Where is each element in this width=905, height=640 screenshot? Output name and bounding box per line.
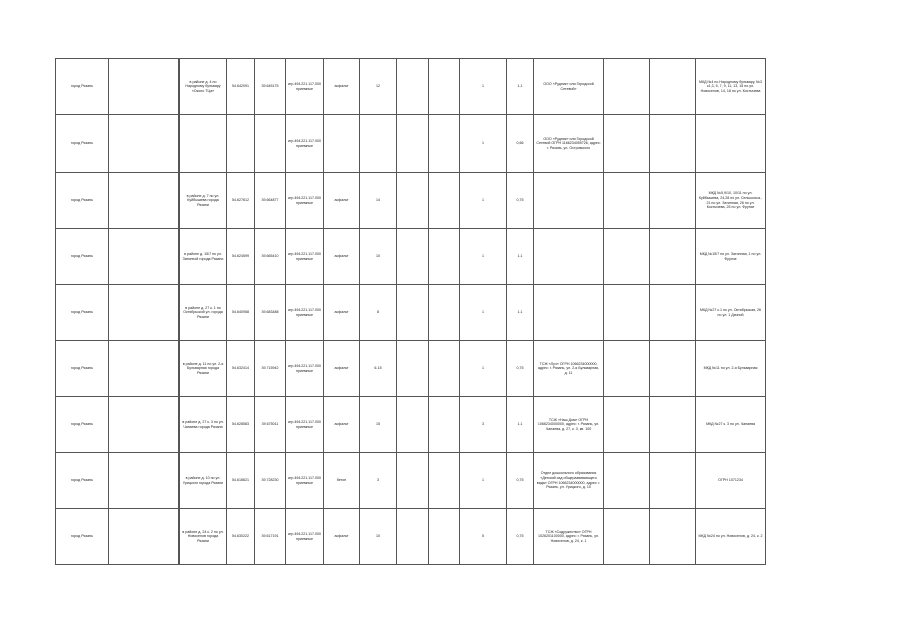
empty-cell <box>109 229 179 285</box>
lat-cell: 54.632414 <box>227 341 255 397</box>
registry-table <box>55 58 766 565</box>
area-cell <box>360 115 397 173</box>
cover-cell: асфальт <box>324 229 360 285</box>
count-cell: 1 <box>460 115 507 173</box>
n2-cell <box>429 397 460 453</box>
volume-cell: 0,66 <box>507 115 534 173</box>
lon-cell: 39.664877 <box>255 173 286 229</box>
empty-cell <box>604 397 650 453</box>
count-cell: 1 <box>460 229 507 285</box>
source-cell: МКД №4 по Народному бульвару, №3 к1,3, 5, 7, 9, 11, 13, 15 по ул. Новоселов, 14, 18 по ул. Костычева <box>696 59 766 115</box>
cover-cell: асфальт <box>324 59 360 115</box>
volume-cell: 0,75 <box>507 509 534 565</box>
lat-cell: 54.618621 <box>227 453 255 509</box>
n1-cell <box>397 173 429 229</box>
cover-cell: асфальт <box>324 285 360 341</box>
lon-cell: 39.683488 <box>255 285 286 341</box>
n2-cell <box>429 229 460 285</box>
cover-cell <box>324 115 360 173</box>
lon-cell: 39.665410 <box>255 229 286 285</box>
table-row <box>56 173 766 229</box>
empty-cell <box>604 173 650 229</box>
empty-cell <box>650 341 696 397</box>
empty-cell <box>650 453 696 509</box>
address-cell <box>180 115 227 173</box>
table-row <box>56 341 766 397</box>
table-row <box>56 229 766 285</box>
cover-cell: асфальт <box>324 397 360 453</box>
empty-cell <box>650 285 696 341</box>
city-cell: город Рязань <box>56 115 109 173</box>
volume-cell: 1,1 <box>507 59 534 115</box>
source-cell: МКД №24 по ул. Новоселов, д. 24, к. 2 <box>696 509 766 565</box>
n1-cell <box>397 229 429 285</box>
class-cell: игр.494.221.117.000 приемные <box>286 173 324 229</box>
lon-cell <box>255 115 286 173</box>
count-cell: 1 <box>460 453 507 509</box>
lon-cell: 39.715942 <box>255 341 286 397</box>
empty-cell <box>604 115 650 173</box>
city-cell: город Рязань <box>56 509 109 565</box>
empty-cell <box>604 285 650 341</box>
address-cell: в районе д. 4 по Народному бульвару «Около ТЦа» <box>180 59 227 115</box>
empty-cell <box>604 229 650 285</box>
city-cell: город Рязань <box>56 229 109 285</box>
empty-cell <box>650 59 696 115</box>
n2-cell <box>429 173 460 229</box>
class-cell: игр.494.221.117.000 приемные <box>286 397 324 453</box>
source-cell: МКД №27 к.1 по ул. Октябрьская, 26 по ул. 1 Дачной <box>696 285 766 341</box>
owner-cell: ТСЖ «Луч» ОГРН 1066234000000, адрес: г. Рязань, ул. 2-я Бульварная, д. 11 <box>534 341 604 397</box>
count-cell: 1 <box>460 173 507 229</box>
owner-cell: Отдел дошкольного образования «Детский сад общеразвивающего вида» ОГРН 1066234000000, адрес: г. Рязань, ул. Урицкого, д. 10 <box>534 453 604 509</box>
city-cell: город Рязань <box>56 285 109 341</box>
source-cell <box>696 115 766 173</box>
empty-cell <box>604 59 650 115</box>
n2-cell <box>429 341 460 397</box>
owner-cell <box>534 229 604 285</box>
empty-cell <box>650 173 696 229</box>
address-cell: в районе д. 24 к. 2 по ул. Новоселов города Рязани <box>180 509 227 565</box>
owner-cell <box>534 285 604 341</box>
lon-cell: 39.728230 <box>255 453 286 509</box>
n1-cell <box>397 285 429 341</box>
count-cell: 1 <box>460 285 507 341</box>
owner-cell: ТСЖ «Содружество» ОГРН 1026201100000, адрес: г. Рязань, ул. Новоселов, д. 24, к. 1 <box>534 509 604 565</box>
owner-cell: ООО «Рудник» или Городской Сетевой» <box>534 59 604 115</box>
empty-cell <box>109 59 179 115</box>
area-cell: 15 <box>360 397 397 453</box>
volume-cell: 1,1 <box>507 229 534 285</box>
city-cell: город Рязань <box>56 173 109 229</box>
address-cell: в районе д. 27 к. 1 по Октябрьской ул. города Рязани <box>180 285 227 341</box>
source-cell: МКД №5,9/10, 10/11 по ул. Куйбышева, 24,28 по ул. Сельскохоз., 21 по ул. Затинная, 26 по ул. Костычева, 25 по ул. Фрунзе <box>696 173 766 229</box>
empty-cell <box>109 453 179 509</box>
area-cell: 6-15 <box>360 341 397 397</box>
empty-cell <box>109 115 179 173</box>
lat-cell <box>227 115 255 173</box>
count-cell: 3 <box>460 397 507 453</box>
empty-cell <box>650 115 696 173</box>
empty-cell <box>109 341 179 397</box>
lat-cell: 54.628583 <box>227 397 255 453</box>
n2-cell <box>429 59 460 115</box>
table-row <box>56 115 766 173</box>
n2-cell <box>429 285 460 341</box>
class-cell: игр.494.221.117.000 приемные <box>286 341 324 397</box>
count-cell: 1 <box>460 59 507 115</box>
city-cell: город Рязань <box>56 59 109 115</box>
owner-cell <box>534 173 604 229</box>
address-cell: в районе д. 27 к. 3 по ул. Чапаева города Рязани <box>180 397 227 453</box>
area-cell: 3 <box>360 453 397 509</box>
lon-cell: 39.675011 <box>255 397 286 453</box>
class-cell: игр.494.221.117.000 приемные <box>286 509 324 565</box>
lat-cell: 54.624599 <box>227 229 255 285</box>
empty-cell <box>109 397 179 453</box>
class-cell: игр.494.221.117.000 приемные <box>286 115 324 173</box>
source-cell: МКД №15/7 по ул. Затинная, 1 по ул. Фрунзе <box>696 229 766 285</box>
empty-cell <box>604 509 650 565</box>
n1-cell <box>397 115 429 173</box>
count-cell: 1 <box>460 341 507 397</box>
area-cell: 8 <box>360 285 397 341</box>
city-cell: город Рязань <box>56 453 109 509</box>
n1-cell <box>397 453 429 509</box>
empty-cell <box>109 173 179 229</box>
lon-cell: 39.645175 <box>255 59 286 115</box>
table-row <box>56 59 766 115</box>
address-cell: в районе д. 10 по ул. Урицкого города Рязани <box>180 453 227 509</box>
source-cell: МКД №11 по ул. 2-я Бульварная <box>696 341 766 397</box>
class-cell: игр.494.221.117.000 приемные <box>286 59 324 115</box>
area-cell: 14 <box>360 173 397 229</box>
n2-cell <box>429 453 460 509</box>
volume-cell: 0,75 <box>507 453 534 509</box>
n2-cell <box>429 509 460 565</box>
empty-cell <box>650 509 696 565</box>
volume-cell: 1,1 <box>507 397 534 453</box>
lat-cell: 54.642091 <box>227 59 255 115</box>
empty-cell <box>604 453 650 509</box>
class-cell: игр.494.221.117.000 приемные <box>286 285 324 341</box>
volume-cell: 0,75 <box>507 173 534 229</box>
lat-cell: 54.627612 <box>227 173 255 229</box>
table-row <box>56 509 766 565</box>
owner-cell: ООО «Рудник» или Городской Сетевой ОГРН 1166234059726, адрес: г. Рязань, ул. Островского <box>534 115 604 173</box>
empty-cell <box>650 229 696 285</box>
lat-cell: 54.630222 <box>227 509 255 565</box>
cover-cell: асфальт <box>324 341 360 397</box>
empty-cell <box>604 341 650 397</box>
n2-cell <box>429 115 460 173</box>
address-cell: в районе д. 7 по ул. Куйбышева города Рязани <box>180 173 227 229</box>
empty-cell <box>109 285 179 341</box>
owner-cell: ТСЖ «Наш Дом» ОГРН 1066234000000, адрес: г. Рязань, ул. Чапаева, д. 27, к. 3, кв. 100 <box>534 397 604 453</box>
n1-cell <box>397 509 429 565</box>
count-cell: 5 <box>460 509 507 565</box>
table-row <box>56 453 766 509</box>
table-row <box>56 397 766 453</box>
source-cell: МКД №27 к. 3 по ул. Чапаева <box>696 397 766 453</box>
volume-cell: 0,75 <box>507 341 534 397</box>
n1-cell <box>397 59 429 115</box>
city-cell: город Рязань <box>56 397 109 453</box>
city-cell: город Рязань <box>56 341 109 397</box>
lat-cell: 54.640958 <box>227 285 255 341</box>
volume-cell: 1,1 <box>507 285 534 341</box>
cover-cell: бетон <box>324 453 360 509</box>
address-cell: в районе д. 15/7 по ул. Затинной города Рязани <box>180 229 227 285</box>
n1-cell <box>397 341 429 397</box>
area-cell: 10 <box>360 509 397 565</box>
empty-cell <box>650 397 696 453</box>
area-cell: 12 <box>360 59 397 115</box>
cover-cell: асфальт <box>324 509 360 565</box>
class-cell: игр.494.221.117.000 приемные <box>286 453 324 509</box>
n1-cell <box>397 397 429 453</box>
class-cell: игр.494.221.117.000 приемные <box>286 229 324 285</box>
lon-cell: 39.617191 <box>255 509 286 565</box>
area-cell: 10 <box>360 229 397 285</box>
empty-cell <box>109 509 179 565</box>
source-cell: ОГРН 1071234 <box>696 453 766 509</box>
table-row <box>56 285 766 341</box>
address-cell: в районе д. 11 по ул. 2-я Бульварная города Рязани <box>180 341 227 397</box>
cover-cell: асфальт <box>324 173 360 229</box>
